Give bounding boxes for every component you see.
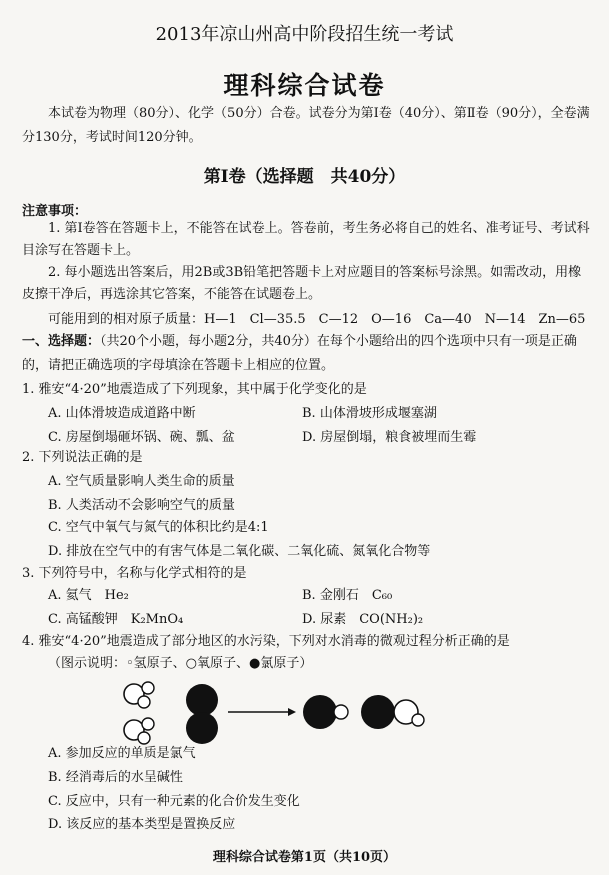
question-3-option-c: C. 高锰酸钾 K₂MnO₄ [48,612,184,627]
section-head: 一、选择题： [22,334,101,349]
question-1-stem: 1. 雅安“4·20”地震造成了下列现象，其中属于化学变化的是 [22,382,367,397]
page-footer: 理科综合试卷第1页（共10页） [212,850,397,865]
question-3-option-a: A. 氦气 He₂ [48,588,129,603]
section-text: （共20个小题，每小题2分，共40分）在每个小题给出的四个选项中只有一项是正确的，请把正确选项的字母填涂在答题卡上相应的位置。 [22,334,577,373]
note-1: 1. 第Ⅰ卷答在答题卡上，不能答在试卷上。答卷前，考生务必将自己的姓名、准考证号、考试科目涂写在答题卡上。 [22,221,590,258]
question-1-option-d: D. 房屋倒塌，粮食被埋而生霉 [302,430,477,445]
question-4-option-b: B. 经消毒后的水呈碱性 [48,770,183,785]
section-instructions [22,330,590,378]
question-3-option-b: B. 金刚石 C₆₀ [302,588,393,603]
question-2-stem: 2. 下列说法正确的是 [22,450,143,465]
question-2-option-d: D. 排放在空气中的有害气体是二氧化碳、二氧化硫、氮氧化合物等 [48,544,431,559]
question-1-option-c: C. 房屋倒塌砸坏锅、碗、瓢、盆 [48,430,235,445]
intro-paragraph: 本试卷为物理（80分）、化学（50分）合卷。试卷分为第Ⅰ卷（40分）、第Ⅱ卷（90分），全卷满分130分，考试时间120分钟。 [22,106,590,145]
question-4-option-d: D. 该反应的基本类型是置换反应 [48,817,236,832]
question-1-option-b: B. 山体滑坡形成堰塞湖 [302,406,437,421]
notes-title: 注意事项： [22,204,88,219]
question-3-option-d: D. 尿素 CO(NH₂)₂ [302,612,424,627]
atomic-masses: 可能用到的相对原子质量：H—1 Cl—35.5 C—12 O—16 Ca—40 N—14 Zn—65 [48,312,586,327]
hcl-molecule [303,695,348,729]
water-molecule-reactant-1 [124,682,154,708]
question-1-option-a: A. 山体滑坡造成道路中断 [48,406,196,421]
part-1-title: 第Ⅰ卷（选择题 共40分） [203,167,406,187]
hclo-molecule [361,695,424,729]
question-3-stem: 3. 下列符号中，名称与化学式相符的是 [22,566,247,581]
paper-title: 理科综合试卷 [223,71,386,100]
water-molecule-reactant-2 [124,718,154,744]
question-2-option-a: A. 空气质量影响人类生命的质量 [48,474,235,489]
note-2: 2. 每小题选出答案后，用2B或3B铅笔把答题卡上对应题目的答案标号涂黑。如需改动，用橡皮擦干净后，再选涂其它答案，不能答在试题卷上。 [22,265,582,302]
exam-title: 2013年凉山州高中阶段招生统一考试 [155,24,454,45]
question-2-option-b: B. 人类活动不会影响空气的质量 [48,498,235,513]
chlorine-molecule [186,684,218,744]
question-4-option-a: A. 参加反应的单质是氯气 [48,746,196,761]
question-2-option-c: C. 空气中氧气与氮气的体积比约是4:1 [48,520,269,535]
reaction-arrow [228,708,296,716]
question-4-stem: 4. 雅安“4·20”地震造成了部分地区的水污染，下列对水消毒的微观过程分析正确的是 [22,634,510,649]
question-4-option-c: C. 反应中，只有一种元素的化合价发生变化 [48,794,300,809]
question-4-legend: （图示说明：◦氢原子、○氧原子、●氯原子） [48,656,313,671]
